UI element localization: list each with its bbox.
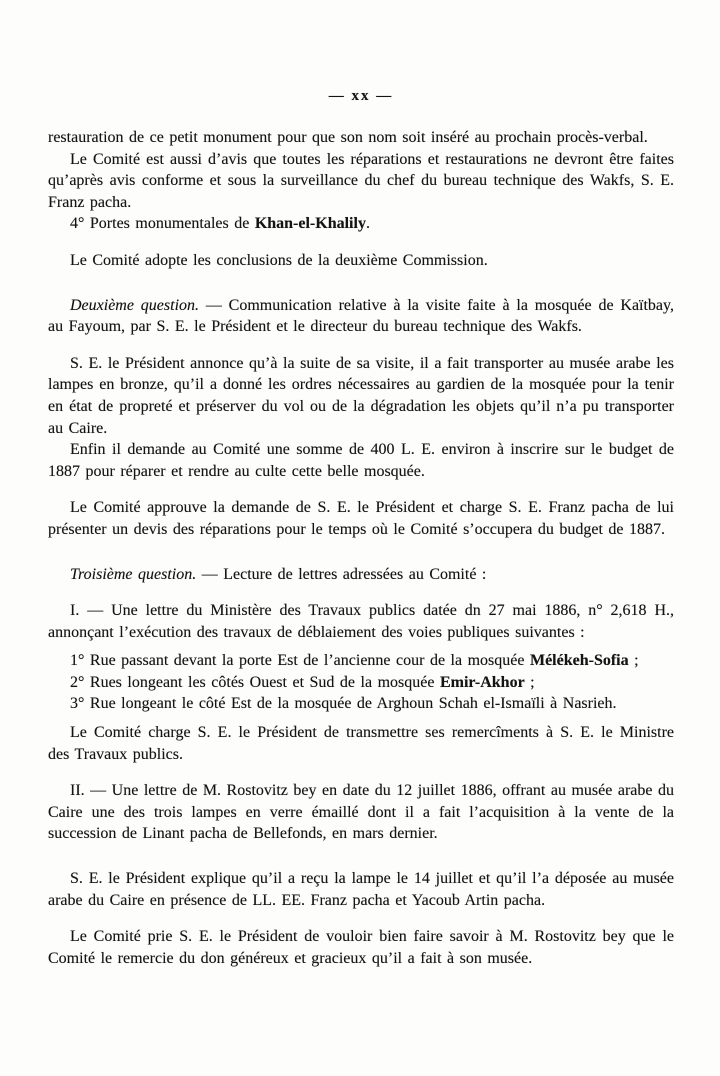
- text-run: — Lecture de lettres adressées au Comité :: [196, 565, 487, 583]
- question-heading: Troisième question.: [70, 565, 197, 583]
- paragraph: [48, 250, 674, 272]
- paragraph: [48, 439, 674, 482]
- text-run: 2° Rues longeant les côtés Ouest et Sud de la mosquée: [70, 673, 440, 691]
- text-run: Enfin il demande au Comité une somme de 400 L. E. environ à inscrire sur le budget de 1887 pour réparer et rendre au culte cette belle mosquée.: [48, 441, 674, 480]
- text-run: S. E. le Président explique qu’il a reçu la lampe le 14 juillet et qu’il l’a déposée au musée arabe du Caire en présence de LL. EE. Franz pacha et Yacoub Artin pacha.: [48, 870, 674, 909]
- text-run: S. E. le Président annonce qu’à la suite de sa visite, il a fait transporter au musée arabe les lampes en bronze, qu’il a donné les ordres nécessaires au gardien de la mosquée pour la tenir en état de propreté et préserver du vol ou de la dégradation les objets qu’il n’a pu transporter au Caire.: [48, 354, 674, 437]
- text-run: II. — Une lettre de M. Rostovitz bey en date du 12 juillet 1886, offrant au musée arabe du Caire une des trois lampes en verre émaillé dont il a fait l’acquisition à la vente de la succession de Linant pacha de Bellefonds, en mars dernier.: [48, 782, 674, 843]
- text-run: restauration de ce petit monument pour que son nom soit inséré au prochain procès-verbal.: [48, 129, 648, 146]
- paragraph: [48, 780, 674, 845]
- paragraph: [48, 564, 674, 586]
- text-run: Le Comité est aussi d’avis que toutes les réparations et restaurations ne devront être faites qu’après avis conforme et sous la surveillance du chef du bureau technique des Wakfs, S. E. Franz pacha.: [48, 150, 674, 211]
- text-run: 3° Rue longeant le côté Est de la mosquée de Arghoun Schah el-Ismaïli à Nasrieh.: [70, 695, 617, 713]
- paragraph: [48, 600, 674, 643]
- monument-name: Mélékeh-Sofia: [529, 652, 629, 670]
- monument-name: Emir-Akhor: [439, 673, 525, 691]
- text-run: .: [365, 215, 370, 233]
- paragraph: [48, 926, 674, 969]
- paragraph: [48, 295, 674, 338]
- text-run: ;: [628, 652, 639, 670]
- paragraph: [48, 149, 674, 214]
- paragraph: [48, 693, 674, 715]
- paragraph: [48, 650, 674, 672]
- paragraph: [48, 497, 674, 540]
- text-run: Le Comité prie S. E. le Président de vouloir bien faire savoir à M. Rostovitz bey que le Comité le remercie du don généreux et gracieux qu’il a fait à son musée.: [48, 928, 674, 967]
- text-run: Le Comité approuve la demande de S. E. le Président et charge S. E. Franz pacha de lui présenter un devis des réparations pour le temps où le Comité s’occupera du budget de 1887.: [48, 499, 674, 538]
- text-run: Le Comité adopte les conclusions de la deuxième Commission.: [70, 251, 488, 269]
- question-heading: Deuxième question.: [70, 296, 200, 314]
- paragraph: [48, 868, 674, 911]
- document-body: [48, 127, 674, 969]
- text-run: I. — Une lettre du Ministère des Travaux publics datée dn 27 mai 1886, n° 2,618 H., annonçant l’exécution des travaux de déblaiement des voies publiques suivantes :: [48, 602, 674, 641]
- page-number-header: — xx —: [328, 88, 394, 104]
- paragraph: [48, 213, 674, 235]
- paragraph: [48, 127, 674, 149]
- paragraph: [48, 672, 674, 694]
- text-run: 4° Portes monumentales de: [70, 215, 255, 233]
- monument-name: Khan-el-Khalily: [254, 215, 366, 233]
- text-run: — Communication relative à la visite faite à la mosquée de Kaïtbay, au Fayoum, par S. E. le Président et le directeur du bureau technique des Wakfs.: [48, 296, 674, 336]
- text-run: ;: [524, 673, 535, 691]
- text-run: Le Comité charge S. E. le Président de transmettre ses remercîments à S. E. le Ministre des Travaux publics.: [48, 724, 674, 763]
- paragraph: [48, 353, 674, 439]
- paragraph: [48, 722, 674, 765]
- text-run: 1° Rue passant devant la porte Est de l’ancienne cour de la mosquée: [70, 652, 530, 670]
